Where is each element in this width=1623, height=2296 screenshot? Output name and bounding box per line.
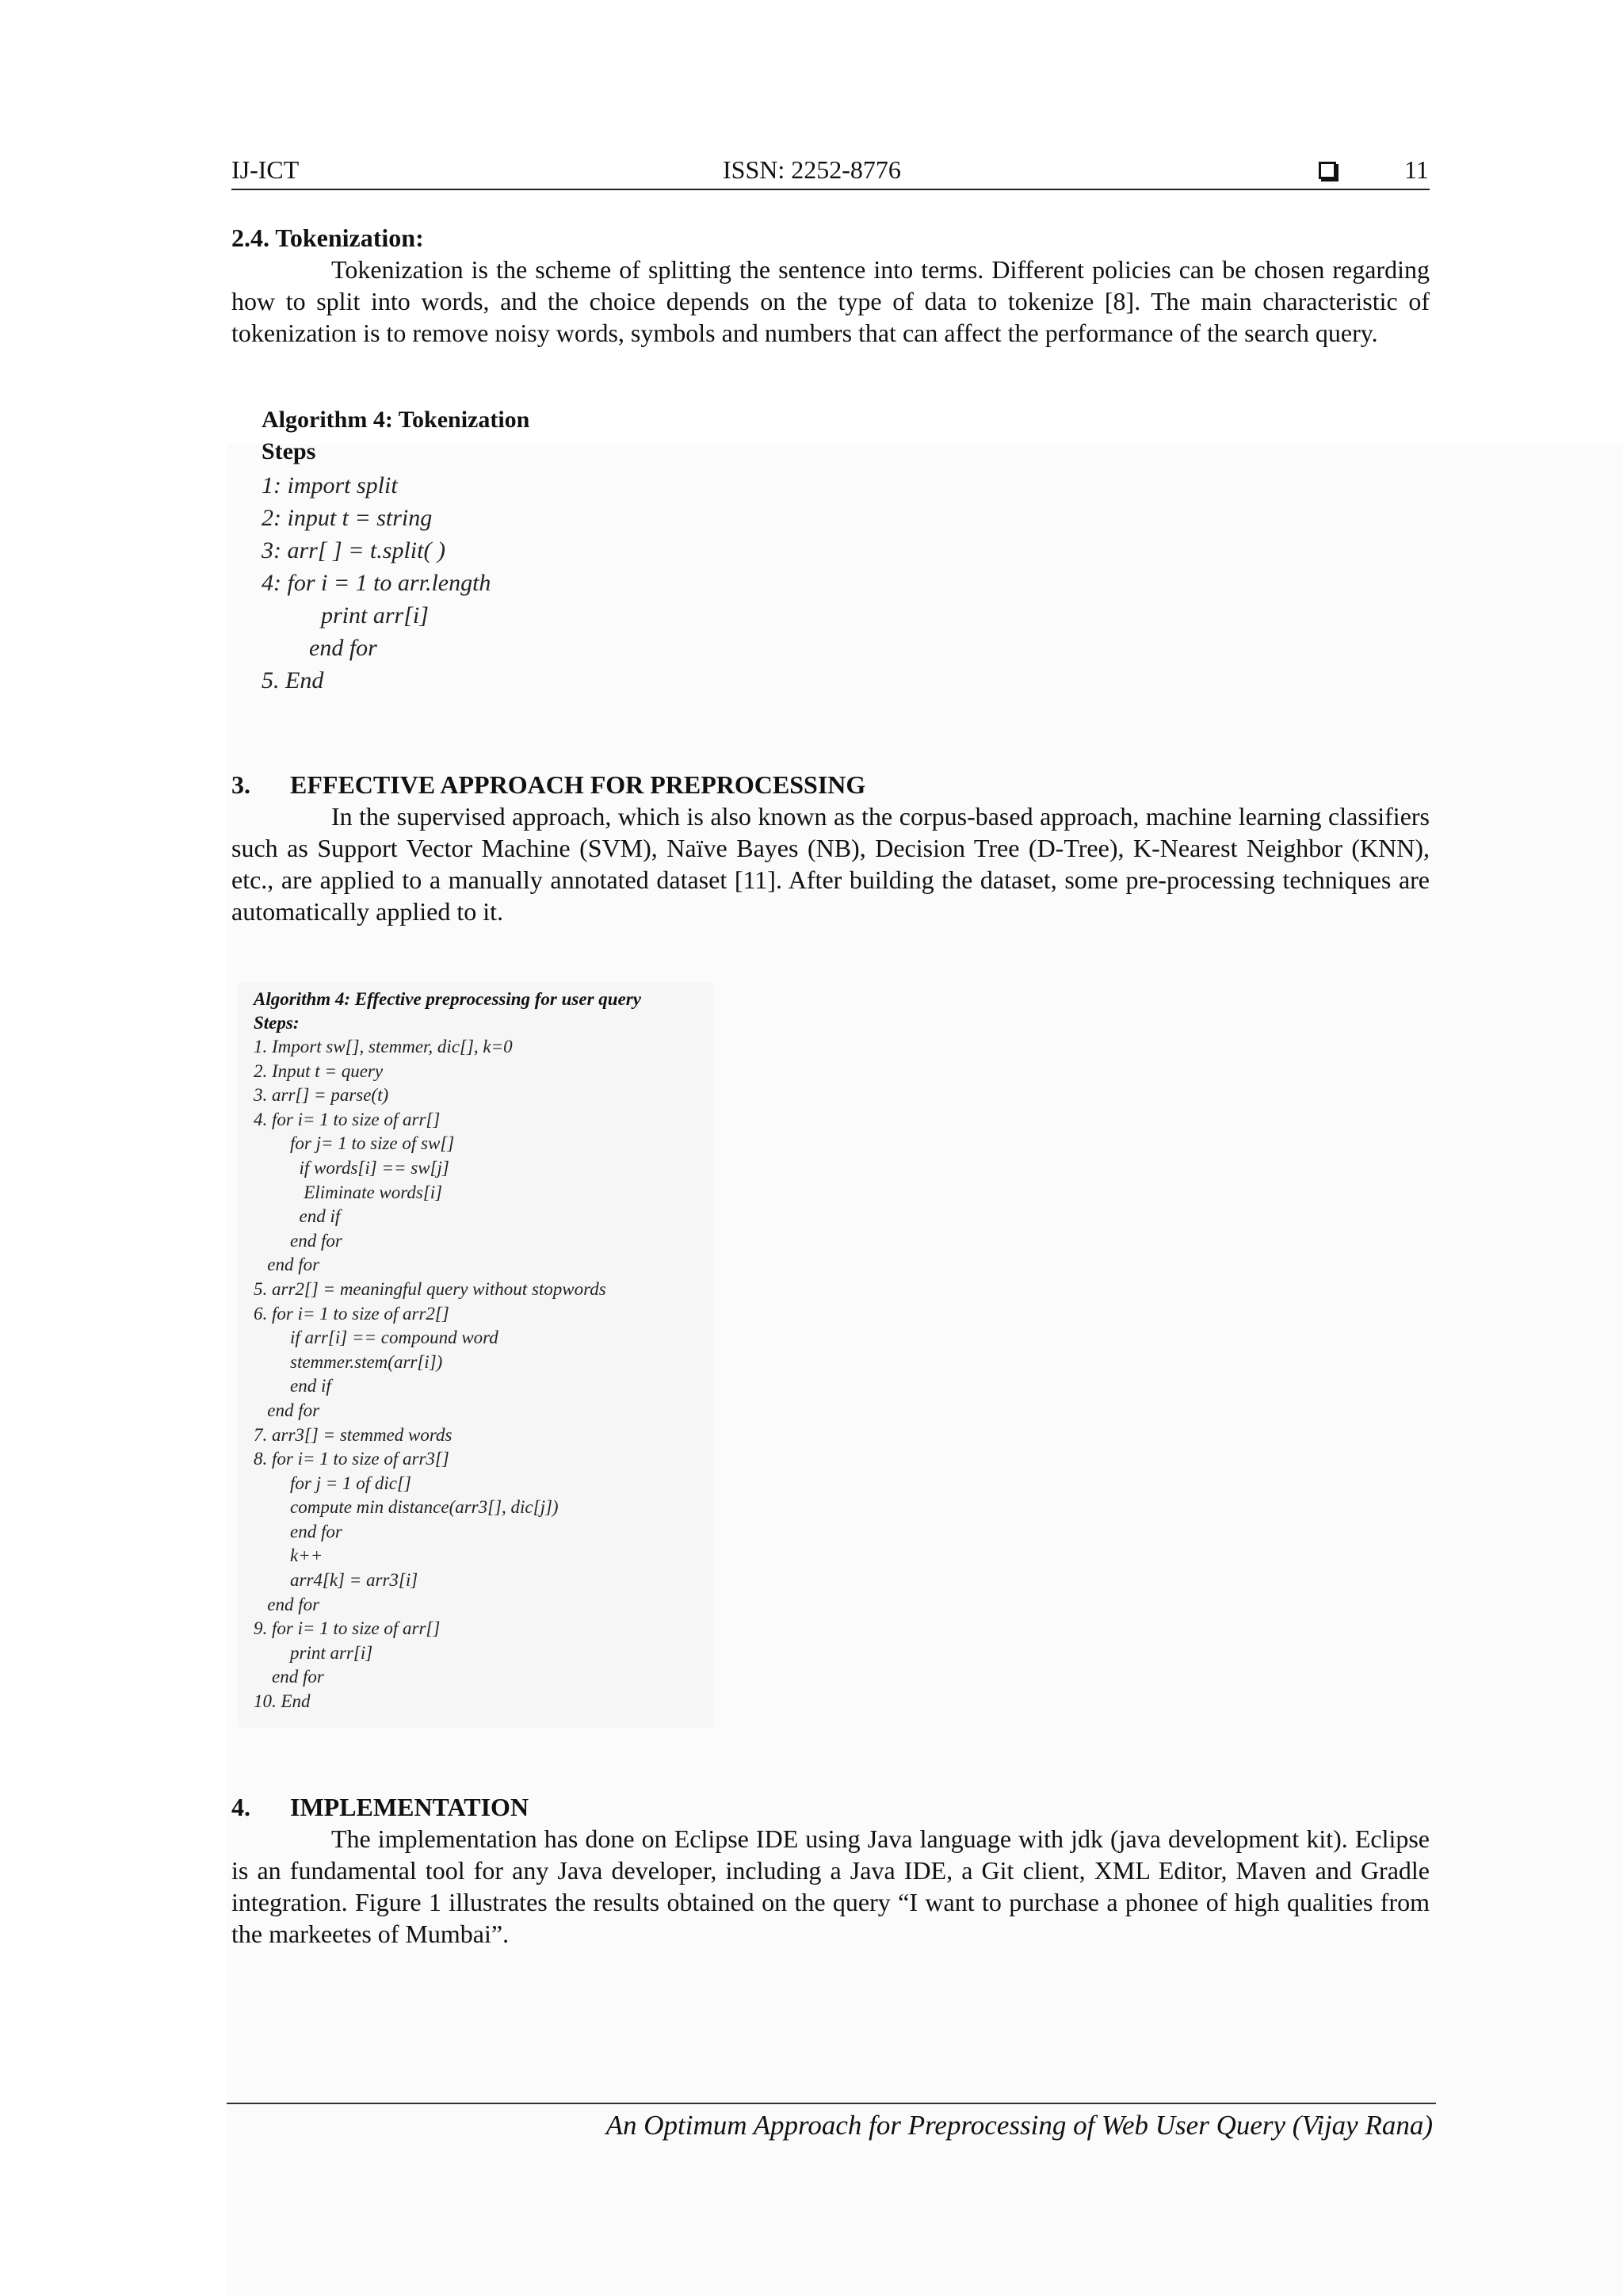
section-heading-implementation <box>231 1793 529 1822</box>
algorithm-line: end for <box>254 1667 324 1687</box>
section-number: 3. <box>231 770 250 799</box>
algorithm-line: 5. arr2[] = meaningful query without stopwords <box>254 1278 606 1299</box>
paragraph-text: The implementation has done on Eclipse IDE using Java language with jdk (java development kit). Eclipse is an fundamental tool for any Java developer, including a Java IDE, a Git client, XML Editor, Maven and Gradle integration. Figure 1 illustrates the results obtained on the query “I want to purchase a phonee of high qualities from the markeetes of Mumbai”. <box>231 1824 1430 1948</box>
algorithm-line: end for <box>254 1230 342 1251</box>
algorithm-line: arr4[k] = arr3[i] <box>254 1570 418 1591</box>
algorithm-line: end for <box>254 1594 320 1614</box>
algorithm-line: stemmer.stem(arr[i]) <box>254 1351 443 1372</box>
algorithm-line: end for <box>254 1255 320 1275</box>
algorithm-line: 1: import split <box>262 472 398 499</box>
algorithm-line: 5. End <box>262 667 324 693</box>
paragraph-text: Tokenization is the scheme of splitting the sentence into terms. Different policies can be chosen regarding how to split into words, and the choice depends on the type of data to tokenize [8]. The main characteristic of tokenization is to remove noisy words, symbols and numbers that can affect the performance of the search query. <box>231 255 1430 347</box>
tokenization-paragraph <box>231 254 1430 349</box>
algorithm-line: 4. for i= 1 to size of arr[] <box>254 1109 441 1129</box>
algorithm-line: print arr[i] <box>254 1642 373 1663</box>
algorithm-title: Algorithm 4: Effective preprocessing for user query <box>254 989 641 1009</box>
algorithm-title: Algorithm 4: Tokenization <box>262 407 530 433</box>
algorithm-line: print arr[i] <box>262 602 429 628</box>
algorithm-line: 4: for i = 1 to arr.length <box>262 570 491 596</box>
page-number: 11 <box>1404 155 1429 184</box>
algorithm-line: end for <box>262 635 377 661</box>
algorithm-line: k++ <box>254 1545 323 1566</box>
algorithm-line: 3: arr[ ] = t.split( ) <box>262 537 445 563</box>
section-heading-preprocessing <box>231 770 865 800</box>
journal-name: IJ-ICT <box>231 155 300 184</box>
algorithm-line: 9. for i= 1 to size of arr[] <box>254 1618 441 1639</box>
algorithm-line: 6. for i= 1 to size of arr2[] <box>254 1303 449 1324</box>
algorithm-line: compute min distance(arr3[], dic[j]) <box>254 1497 559 1518</box>
algorithm-line: for j = 1 of dic[] <box>254 1473 411 1493</box>
algorithm-steps-label: Steps: <box>254 1013 300 1033</box>
algorithm-line: if arr[i] == compound word <box>254 1328 498 1348</box>
algorithm-line: 3. arr[] = parse(t) <box>254 1085 389 1106</box>
algorithm-preprocessing-figure <box>238 983 713 1728</box>
algorithm-line: 2. Input t = query <box>254 1060 384 1081</box>
paragraph-text: In the supervised approach, which is also known as the corpus-based approach, machine learning classifiers such as Support Vector Machine (SVM), Naïve Bayes (NB), Decision Tree (D-Tree), K-Nearest Neighbor (KNN), etc., are applied to a manually annotated dataset [11]. After building the dataset, some pre-processing techniques are automatically applied to it. <box>231 802 1430 926</box>
algorithm-line: 8. for i= 1 to size of arr3[] <box>254 1449 449 1469</box>
algorithm-line: end if <box>254 1206 341 1227</box>
algorithm-line: end if <box>254 1376 331 1396</box>
preprocessing-paragraph <box>231 800 1430 927</box>
algorithm-steps-label: Steps <box>262 438 316 464</box>
algorithm-line: Eliminate words[i] <box>254 1182 443 1202</box>
implementation-paragraph <box>231 1823 1430 1950</box>
algorithm-line: end for <box>254 1521 342 1541</box>
section-number: 4. <box>231 1793 250 1821</box>
section-heading-tokenization: 2.4. Tokenization: <box>231 223 424 252</box>
algorithm-line: 7. arr3[] = stemmed words <box>254 1424 453 1445</box>
algorithm-line: 2: input t = string <box>262 505 433 531</box>
algorithm-line: if words[i] == sw[j] <box>254 1157 449 1178</box>
algorithm-line: for j= 1 to size of sw[] <box>254 1133 455 1154</box>
algorithm-line: end for <box>254 1400 320 1420</box>
checkbox-square-icon <box>1319 162 1336 179</box>
issn: ISSN: 2252-8776 <box>723 155 901 184</box>
algorithm-line: 1. Import sw[], stemmer, dic[], k=0 <box>254 1037 513 1056</box>
footer-divider <box>227 2103 1436 2104</box>
algorithm-line: 10. End <box>254 1691 311 1712</box>
page-header <box>231 155 1430 190</box>
algorithm-tokenization-figure <box>238 403 777 720</box>
section-title: EFFECTIVE APPROACH FOR PREPROCESSING <box>290 770 866 799</box>
section-title: IMPLEMENTATION <box>290 1793 529 1821</box>
footer-running-title: An Optimum Approach for Preprocessing of Web User Query (Vijay Rana) <box>605 2110 1433 2141</box>
